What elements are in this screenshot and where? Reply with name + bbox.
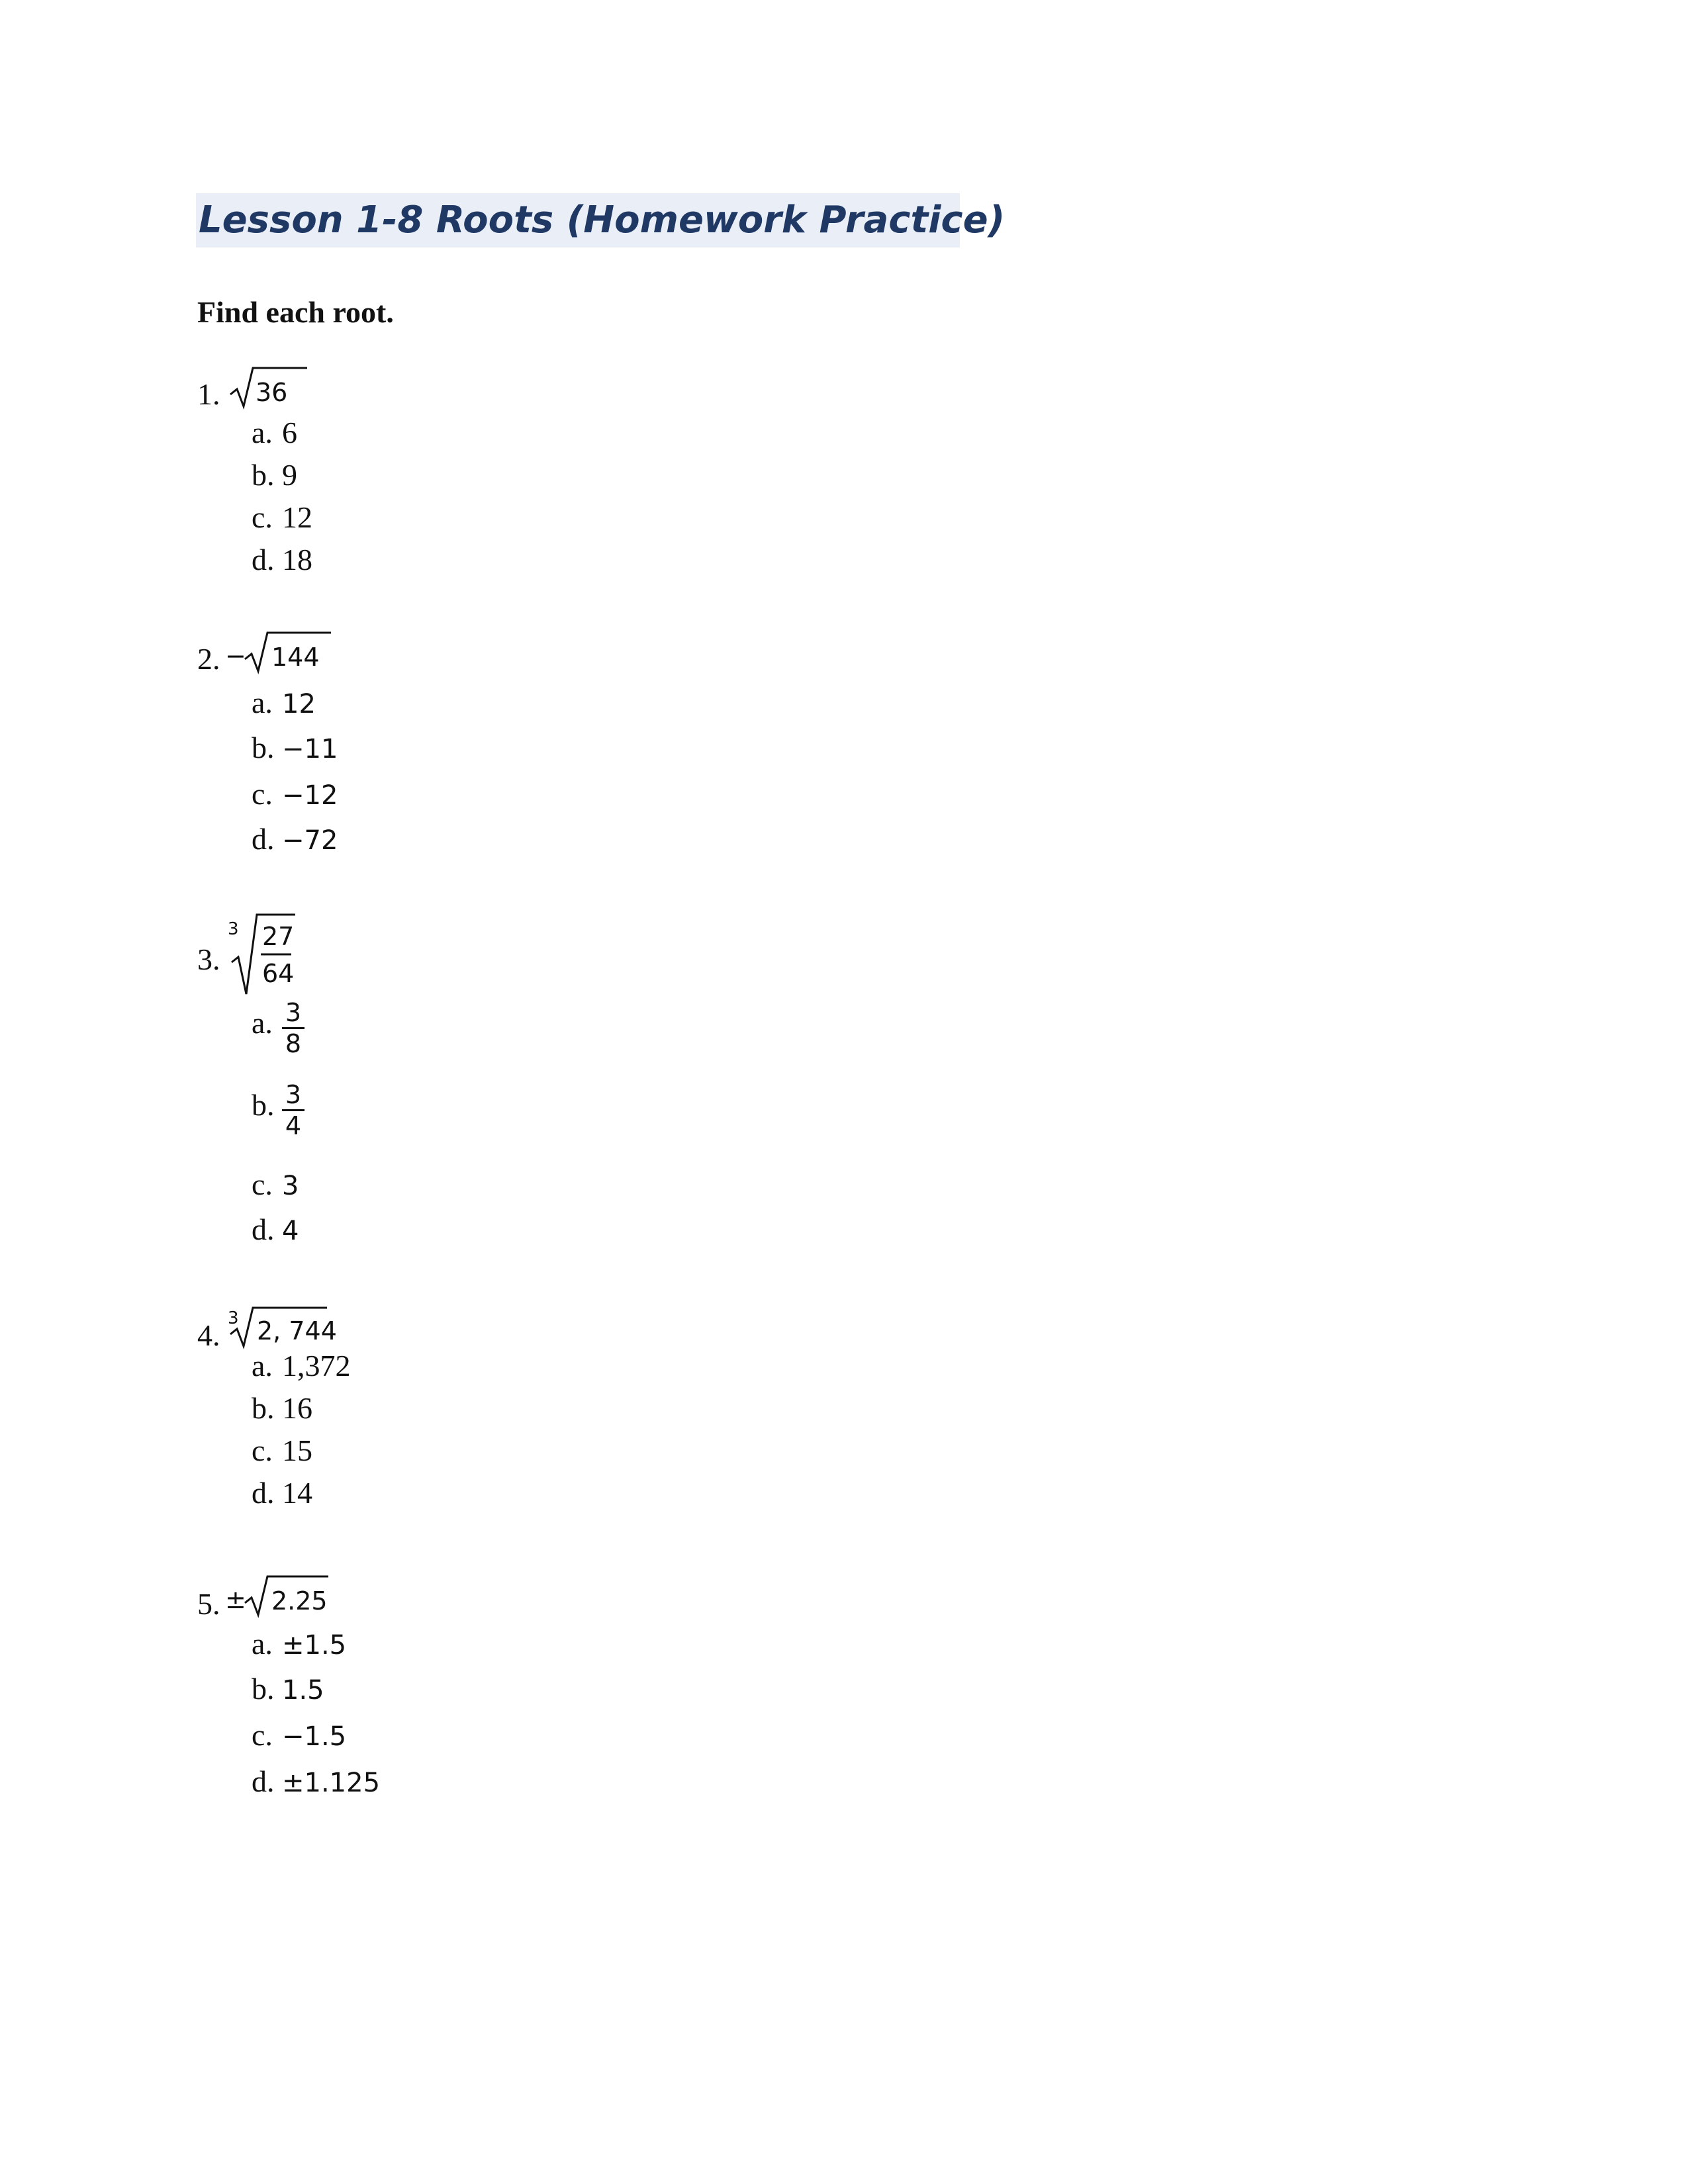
choice-letter: d. (252, 1212, 275, 1246)
radicand: 36 (256, 378, 288, 407)
choice-letter: c. (252, 1718, 273, 1752)
choice-letter: b. (252, 1088, 275, 1122)
q5-choice-d[interactable] (252, 1762, 380, 1803)
q4-choice-d[interactable] (252, 1473, 312, 1513)
choice-letter: a. (252, 1006, 273, 1040)
cube-root-sign-icon (225, 911, 305, 1003)
choice-value: −12 (282, 780, 338, 811)
instructions: Find each root. (197, 295, 394, 329)
choice-value: 1.5 (282, 1675, 324, 1706)
choice-letter: b. (252, 458, 275, 492)
choice-letter: a. (252, 416, 273, 449)
choice-value: −72 (282, 825, 338, 856)
prefix-sign: ± (225, 1585, 246, 1614)
q2-choice-d[interactable] (252, 819, 338, 860)
radicand: 2, 744 (257, 1316, 337, 1345)
choice-letter: b. (252, 1672, 275, 1706)
question-3-number: 3. (197, 942, 220, 976)
question-1-number: 1. (197, 377, 220, 411)
radicand: 144 (271, 643, 320, 672)
q3-choice-c[interactable] (252, 1165, 299, 1206)
question-3-expression (225, 911, 305, 1003)
prefix-sign: − (225, 641, 246, 670)
q2-choice-a[interactable] (252, 683, 316, 724)
choice-value: −1.5 (282, 1721, 347, 1752)
choice-letter: b. (252, 731, 275, 764)
fraction-denominator: 4 (285, 1111, 302, 1140)
choice-value: 6 (282, 416, 297, 449)
choice-letter: d. (252, 822, 275, 856)
choice-value: 4 (282, 1216, 299, 1246)
choice-value: 3 (282, 1171, 299, 1201)
radicand: 2.25 (271, 1586, 328, 1615)
question-4-number: 4. (197, 1318, 220, 1352)
q1-choice-b[interactable] (252, 455, 297, 495)
q1-choice-a[interactable] (252, 413, 297, 453)
radicand-denominator: 64 (262, 959, 295, 988)
q1-choice-d[interactable] (252, 540, 312, 580)
choice-value: 12 (282, 500, 312, 534)
radical-sign-icon (225, 1570, 331, 1625)
radical-sign-icon (229, 363, 308, 416)
q4-choice-a[interactable] (252, 1346, 351, 1386)
choice-value: 16 (282, 1391, 312, 1425)
q3-choice-b-fraction (282, 1080, 305, 1140)
radicand-numerator: 27 (262, 922, 295, 951)
q3-choice-a-fraction (282, 998, 305, 1058)
question-2-number: 2. (197, 642, 220, 676)
q4-choice-b[interactable] (252, 1388, 312, 1428)
q1-choice-c[interactable] (252, 498, 312, 537)
fraction-denominator: 8 (285, 1029, 302, 1058)
choice-letter: c. (252, 500, 273, 534)
root-index: 3 (228, 919, 239, 939)
question-5-expression (225, 1570, 331, 1625)
choice-value: −11 (282, 734, 338, 764)
question-2-expression (225, 626, 331, 682)
q2-choice-c[interactable] (252, 774, 338, 815)
choice-value: ±1.5 (282, 1630, 347, 1661)
q3-choice-b[interactable] (252, 1085, 282, 1125)
choice-value: ±1.125 (282, 1768, 381, 1798)
choice-value: 18 (282, 543, 312, 576)
q3-choice-a[interactable] (252, 1003, 282, 1043)
choice-letter: a. (252, 1627, 273, 1661)
question-5-number: 5. (197, 1587, 220, 1621)
choice-letter: c. (252, 1167, 273, 1201)
choice-letter: d. (252, 543, 275, 576)
choice-letter: c. (252, 777, 273, 811)
choice-value: 9 (282, 458, 297, 492)
choice-letter: c. (252, 1433, 273, 1467)
question-1-expression (229, 363, 308, 416)
q5-choice-a[interactable] (252, 1624, 346, 1665)
radical-sign-icon (225, 626, 331, 682)
q5-choice-c[interactable] (252, 1715, 346, 1756)
choice-letter: d. (252, 1476, 275, 1510)
choice-value: 15 (282, 1433, 312, 1467)
lesson-title: Lesson 1-8 Roots (Homework Practice) (196, 193, 960, 248)
choice-letter: b. (252, 1391, 275, 1425)
root-index: 3 (228, 1308, 239, 1328)
choice-value: 12 (282, 689, 316, 719)
q2-choice-b[interactable] (252, 728, 338, 769)
q5-choice-b[interactable] (252, 1669, 324, 1710)
q4-choice-c[interactable] (252, 1431, 312, 1471)
choice-value: 14 (282, 1476, 312, 1510)
choice-letter: a. (252, 686, 273, 719)
choice-letter: d. (252, 1764, 275, 1798)
choice-letter: a. (252, 1349, 273, 1383)
q3-choice-d[interactable] (252, 1210, 299, 1251)
fraction-numerator: 3 (282, 998, 305, 1029)
choice-value: 1,372 (282, 1349, 351, 1383)
fraction-numerator: 3 (282, 1080, 305, 1111)
